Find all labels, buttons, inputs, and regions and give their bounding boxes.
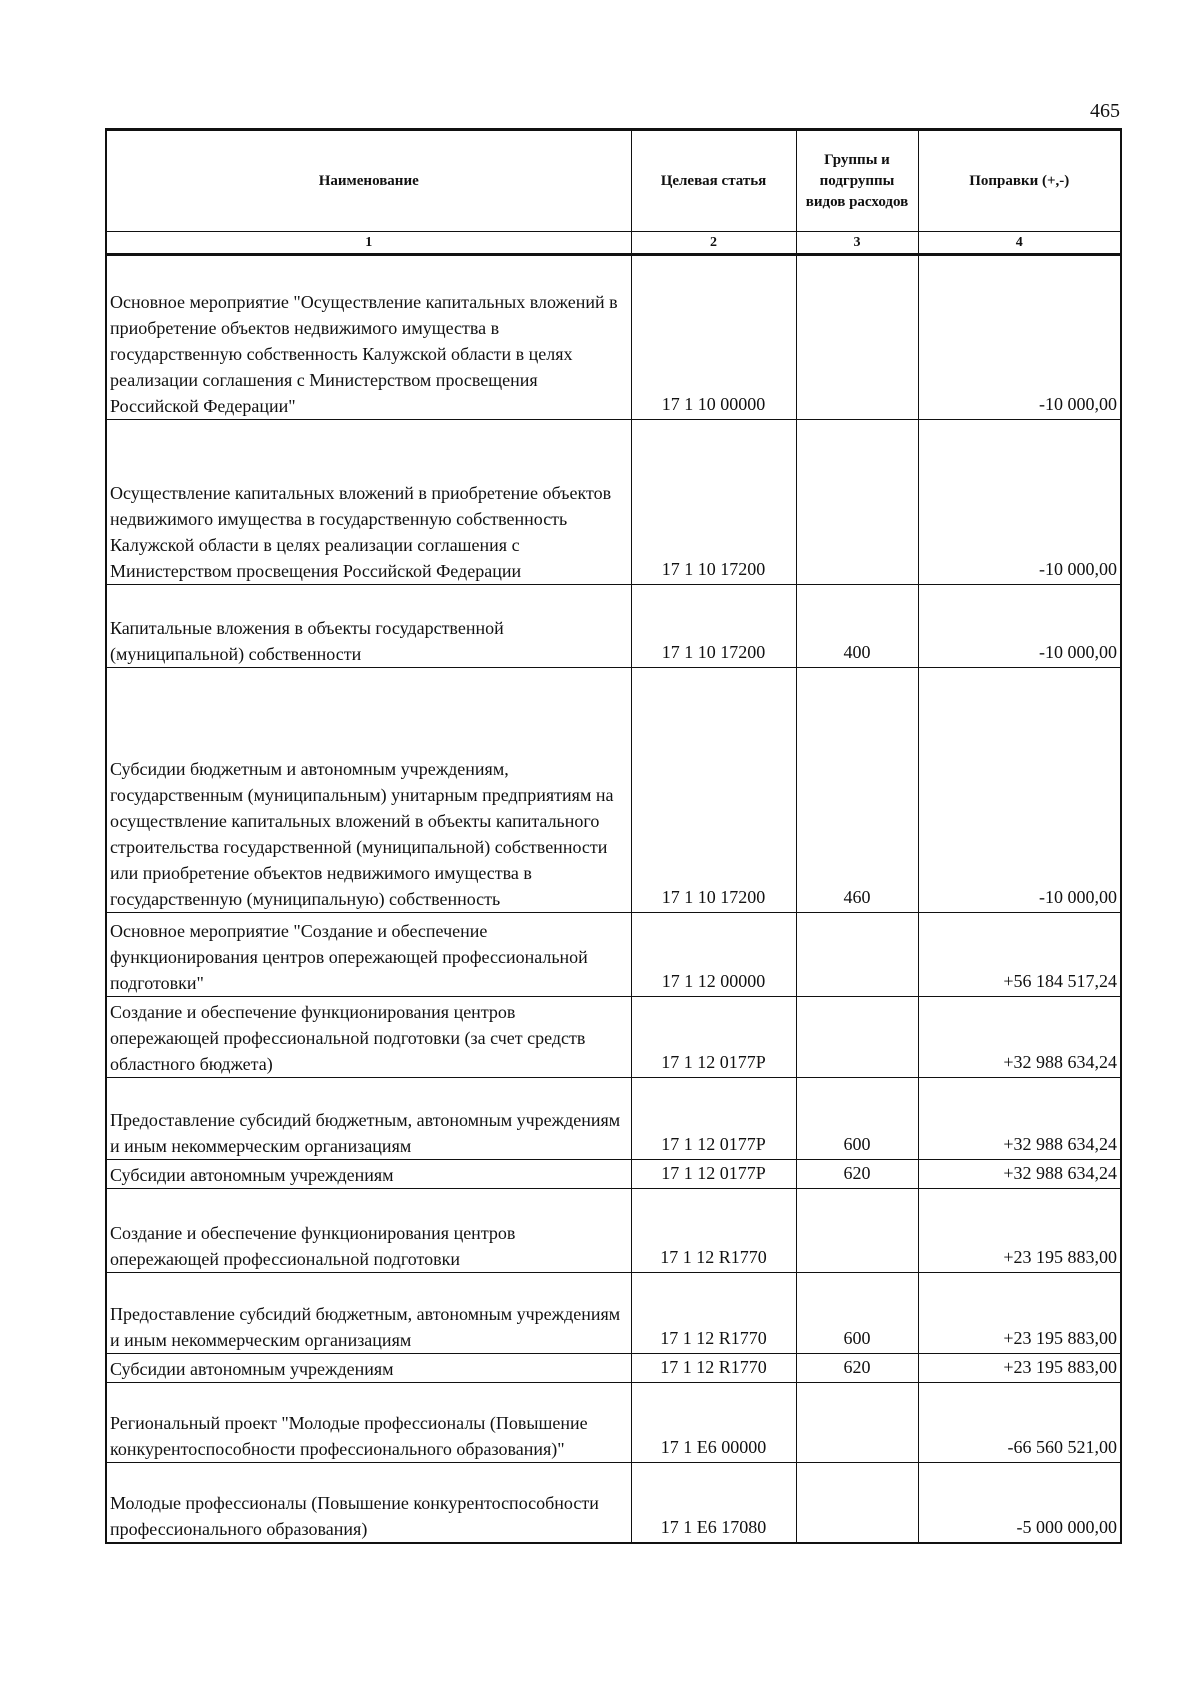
row-amendment: +32 988 634,24: [918, 1160, 1121, 1189]
row-amendment: -66 560 521,00: [918, 1383, 1121, 1463]
table-row: [106, 1160, 1121, 1189]
header-target-article: Целевая статья: [631, 130, 796, 232]
column-number-2: 2: [631, 232, 796, 255]
row-target-article: 17 1 12 00000: [631, 913, 796, 997]
row-expense-group: [796, 255, 918, 420]
table-column-numbers-row: [106, 232, 1121, 255]
row-expense-group: 620: [796, 1160, 918, 1189]
table-row: [106, 1078, 1121, 1160]
row-name: Основное мероприятие "Создание и обеспечение функционирования центров опережающей профессиональной подготовки": [106, 913, 631, 997]
table-row: [106, 1189, 1121, 1273]
table-header-row: [106, 130, 1121, 232]
row-name: Предоставление субсидий бюджетным, автономным учреждениям и иным некоммерческим организациям: [106, 1273, 631, 1354]
table-row: [106, 420, 1121, 585]
row-amendment: -5 000 000,00: [918, 1463, 1121, 1543]
row-amendment: +23 195 883,00: [918, 1189, 1121, 1273]
row-target-article: 17 1 12 0177P: [631, 1078, 796, 1160]
row-name: Субсидии автономным учреждениям: [106, 1160, 631, 1189]
row-name: Капитальные вложения в объекты государственной (муниципальной) собственности: [106, 585, 631, 668]
row-amendment: +56 184 517,24: [918, 913, 1121, 997]
row-expense-group: 620: [796, 1354, 918, 1383]
row-name: Осуществление капитальных вложений в приобретение объектов недвижимого имущества в государственную собственность Калужской области в целях реализации соглашения с Министерством просвещения Российской Федерации: [106, 420, 631, 585]
row-expense-group: [796, 997, 918, 1078]
row-target-article: 17 1 12 R1770: [631, 1189, 796, 1273]
header-expense-groups: Группы и подгруппы видов расходов: [796, 130, 918, 232]
row-name: Молодые профессионалы (Повышение конкурентоспособности профессионального образования): [106, 1463, 631, 1543]
row-expense-group: 400: [796, 585, 918, 668]
table-row: [106, 668, 1121, 913]
column-number-1: 1: [106, 232, 631, 255]
row-amendment: -10 000,00: [918, 668, 1121, 913]
table-row: [106, 997, 1121, 1078]
row-amendment: +23 195 883,00: [918, 1354, 1121, 1383]
row-target-article: 17 1 12 R1770: [631, 1354, 796, 1383]
row-target-article: 17 1 10 17200: [631, 420, 796, 585]
row-amendment: +23 195 883,00: [918, 1273, 1121, 1354]
table-row: [106, 1354, 1121, 1383]
row-name: Предоставление субсидий бюджетным, автономным учреждениям и иным некоммерческим организациям: [106, 1078, 631, 1160]
row-target-article: 17 1 12 R1770: [631, 1273, 796, 1354]
table-row: [106, 255, 1121, 420]
row-name: Создание и обеспечение функционирования центров опережающей профессиональной подготовки (за счет средств областного бюджета): [106, 997, 631, 1078]
table-row: [106, 585, 1121, 668]
row-amendment: -10 000,00: [918, 585, 1121, 668]
row-amendment: +32 988 634,24: [918, 997, 1121, 1078]
row-expense-group: [796, 1463, 918, 1543]
table-row: [106, 913, 1121, 997]
row-expense-group: 600: [796, 1273, 918, 1354]
row-target-article: 17 1 E6 17080: [631, 1463, 796, 1543]
table-row: [106, 1273, 1121, 1354]
row-expense-group: [796, 1189, 918, 1273]
row-amendment: +32 988 634,24: [918, 1078, 1121, 1160]
row-expense-group: [796, 1383, 918, 1463]
row-name: Субсидии автономным учреждениям: [106, 1354, 631, 1383]
row-name: Региональный проект "Молодые профессионалы (Повышение конкурентоспособности профессионального образования)": [106, 1383, 631, 1463]
column-number-3: 3: [796, 232, 918, 255]
row-expense-group: [796, 913, 918, 997]
row-target-article: 17 1 E6 00000: [631, 1383, 796, 1463]
row-name: Создание и обеспечение функционирования центров опережающей профессиональной подготовки: [106, 1189, 631, 1273]
row-expense-group: [796, 420, 918, 585]
row-target-article: 17 1 10 00000: [631, 255, 796, 420]
row-target-article: 17 1 10 17200: [631, 585, 796, 668]
row-amendment: -10 000,00: [918, 420, 1121, 585]
row-target-article: 17 1 12 0177P: [631, 997, 796, 1078]
row-expense-group: 460: [796, 668, 918, 913]
row-name: Субсидии бюджетным и автономным учреждениям, государственным (муниципальным) унитарным предприятиям на осуществление капитальных вложений в объекты капитального строительства государственной (муниципальной) собственности или приобретение объектов недвижимого имущества в государственную (муниципальную) собственность: [106, 668, 631, 913]
header-amendments: Поправки (+,-): [918, 130, 1121, 232]
row-target-article: 17 1 10 17200: [631, 668, 796, 913]
column-number-4: 4: [918, 232, 1121, 255]
table-row: [106, 1463, 1121, 1543]
budget-table: [105, 128, 1122, 1544]
row-amendment: -10 000,00: [918, 255, 1121, 420]
row-expense-group: 600: [796, 1078, 918, 1160]
row-name: Основное мероприятие "Осуществление капитальных вложений в приобретение объектов недвижимого имущества в государственную собственность Калужской области в целях реализации соглашения с Министерством просвещения Российской Федерации": [106, 255, 631, 420]
table-row: [106, 1383, 1121, 1463]
page-number: 465: [1090, 100, 1120, 122]
header-name: Наименование: [106, 130, 631, 232]
row-target-article: 17 1 12 0177P: [631, 1160, 796, 1189]
